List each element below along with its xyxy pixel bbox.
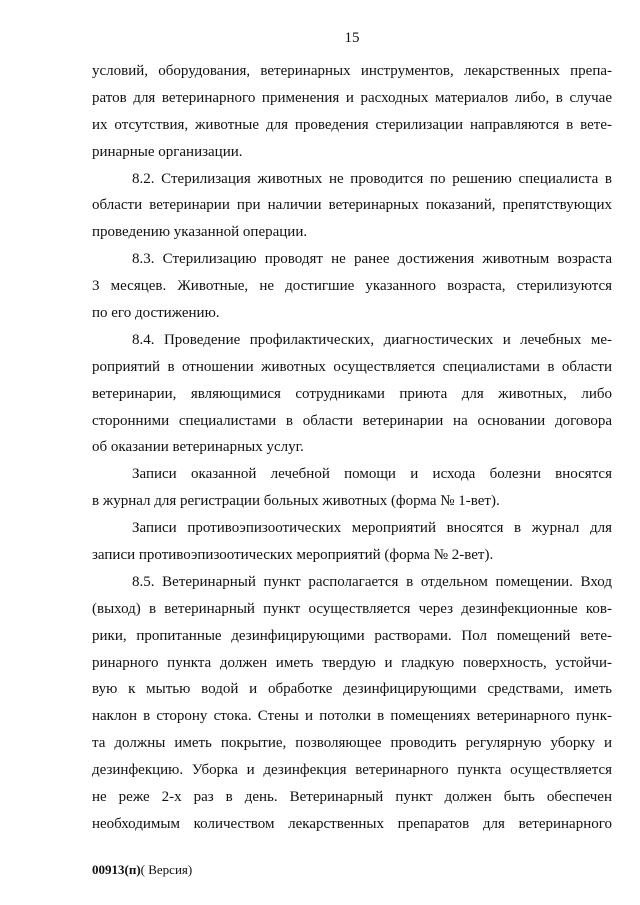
text-line: ринарные организации. <box>92 143 243 160</box>
text-line: Записи оказанной лечебной помощи и исхода болезни вносятся <box>132 466 612 483</box>
text-line: роприятий в отношении животных осуществляется специалистами в области <box>92 358 612 375</box>
text-line: наклон в сторону стока. Стены и потолки в помещениях ветеринарного пунк- <box>92 708 612 725</box>
text-line: области ветеринарии при наличии ветеринарных показаний, препятствующих <box>92 197 612 214</box>
paragraph <box>92 515 612 569</box>
document-body <box>92 58 612 838</box>
text-line: вую к мытью водой и обработке дезинфицирующими средствами, иметь <box>92 681 612 698</box>
text-line: сторонними специалистами в области ветеринарии на основании договора <box>92 412 612 429</box>
text-line: та должны иметь покрытие, позволяющее проводить регулярную уборку и <box>92 735 612 752</box>
text-line: в журнал для регистрации больных животных (форма № 1-вет). <box>92 493 500 510</box>
text-line: Записи противоэпизоотических мероприятий вносятся в журнал для <box>132 520 612 537</box>
text-line: 8.3. Стерилизацию проводят не ранее достижения животным возраста <box>132 251 612 268</box>
paragraph <box>92 166 612 247</box>
text-line: 8.5. Ветеринарный пункт располагается в отдельном помещении. Вход <box>132 573 612 590</box>
text-line: необходимым количеством лекарственных препаратов для ветеринарного <box>92 815 612 832</box>
paragraph <box>92 58 612 166</box>
text-line: об оказании ветеринарных услуг. <box>92 439 304 456</box>
paragraph <box>92 569 612 838</box>
paragraph <box>92 461 612 515</box>
text-line: рики, пропитанные дезинфицирующими растворами. Пол помещений вете- <box>92 627 612 644</box>
paragraph <box>92 246 612 327</box>
text-line: ветеринарии, являющимися сотрудниками приюта для животных, либо <box>92 385 612 402</box>
text-line: 8.2. Стерилизация животных не проводится по решению специалиста в <box>132 170 612 187</box>
paragraph <box>92 327 612 461</box>
text-line: дезинфекцию. Уборка и дезинфекция ветеринарного пункта осуществляется <box>92 762 612 779</box>
text-line: условий, оборудования, ветеринарных инструментов, лекарственных препа- <box>92 63 612 79</box>
text-line: 8.4. Проведение профилактических, диагностических и лечебных ме- <box>132 331 612 348</box>
text-line: записи противоэпизоотических мероприятий (форма № 2-вет). <box>92 547 494 564</box>
text-line: 3 месяцев. Животные, не достигшие указанного возраста, стерилизуются <box>92 278 612 295</box>
document-version: ( Версия) <box>140 862 193 877</box>
text-line: ринарного пункта должен иметь твердую и гладкую поверхность, устойчи- <box>92 654 612 671</box>
text-line: не реже 2-х раз в день. Ветеринарный пункт должен быть обеспечен <box>92 789 612 806</box>
page-number: 15 <box>344 30 360 46</box>
text-line: по его достижению. <box>92 305 220 322</box>
text-line: проведению указанной операции. <box>92 224 308 241</box>
text-line: ратов для ветеринарного применения и расходных материалов либо, в случае <box>92 89 612 106</box>
text-line: (выход) в ветеринарный пункт осуществляется через дезинфекционные ков- <box>92 600 612 617</box>
document-footer <box>92 861 192 879</box>
document-code: 00913(п) <box>92 862 141 877</box>
text-line: их отсутствия, животные для проведения стерилизации направляются в вете- <box>92 116 612 133</box>
